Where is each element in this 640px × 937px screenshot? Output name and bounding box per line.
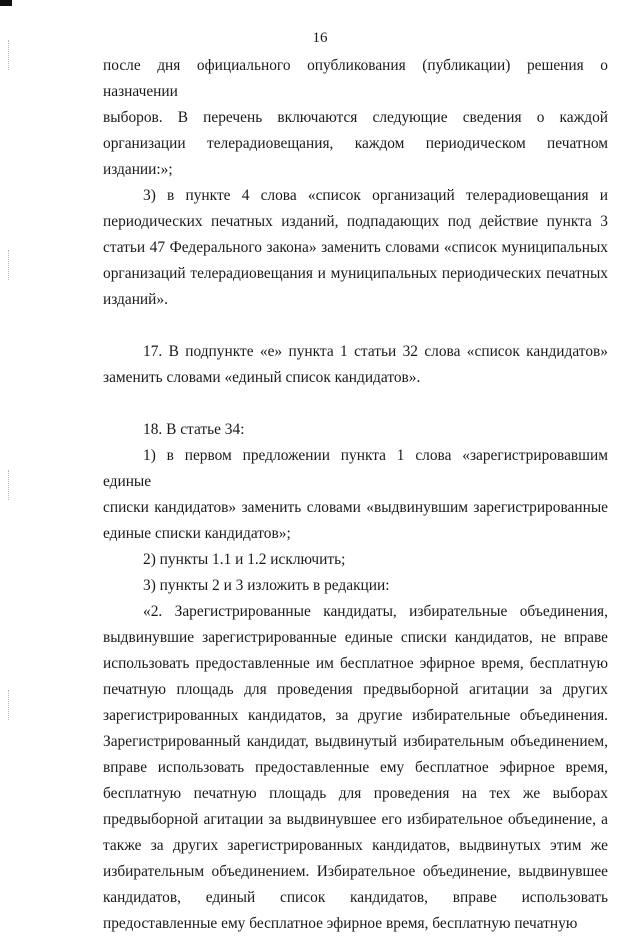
p-item-3 <box>103 183 608 313</box>
text-line: кандидатов, единый список кандидатов, вправе использовать <box>103 889 608 906</box>
text-line: заменить словами «единый список кандидатов». <box>103 369 421 386</box>
text-line: вправе использовать предоставленные ему бесплатное эфирное время, <box>103 759 608 776</box>
p-section-18 <box>103 417 608 443</box>
p-section-17 <box>103 339 608 391</box>
text-line: организации телерадиовещания, каждом периодическом печатном издании:»; <box>103 135 608 178</box>
text-line: организаций телерадиовещания и муниципальных периодических печатных <box>103 265 608 282</box>
text-line: статьи 47 Федерального закона» заменить словами «список муниципальных <box>103 239 608 256</box>
text-line: выборов. В перечень включаются следующие сведения о каждой <box>103 109 608 126</box>
text-line: изданий». <box>103 291 168 308</box>
text-line: выдвинувшие зарегистрированные единые списки кандидатов, не вправе <box>103 629 608 646</box>
text-line: «2. Зарегистрированные кандидаты, избирательные объединения, <box>143 603 608 620</box>
scan-edge-marks <box>8 250 10 280</box>
scan-corner-mark <box>0 0 12 6</box>
text-line: предвыборной агитации за выдвинувшее его избирательное объединение, а <box>103 811 608 828</box>
scan-edge-marks <box>8 470 10 500</box>
text-line: 18. В статье 34: <box>143 421 245 438</box>
p-continuation <box>103 53 608 183</box>
text-line: 3) в пункте 4 слова «список организаций телерадиовещания и <box>143 187 608 204</box>
scan-edge-marks <box>8 690 10 720</box>
text-line: 17. В подпункте «е» пункта 1 статьи 32 слова «список кандидатов» <box>143 343 608 360</box>
text-line: предоставленные ему бесплатное эфирное время, бесплатную печатную <box>103 915 578 932</box>
text-line: также за других зарегистрированных кандидатов, выдвинутых этим же <box>103 837 608 854</box>
text-line: избирательным объединением. Избирательное объединение, выдвинувшее <box>103 863 608 880</box>
text-line: 1) в первом предложении пункта 1 слова «зарегистрировавшим единые <box>103 447 608 490</box>
text-line: использовать предоставленные им бесплатное эфирное время, бесплатную <box>103 655 608 672</box>
p-quote-2 <box>103 599 608 937</box>
text-line: единые списки кандидатов»; <box>103 525 291 542</box>
text-line: после дня официального опубликования (публикации) решения о назначении <box>103 57 608 100</box>
text-line: 2) пункты 1.1 и 1.2 исключить; <box>143 551 346 568</box>
text-line: печатную площадь для проведения предвыборной агитации за других <box>103 681 608 698</box>
text-line: Зарегистрированный кандидат, выдвинутый избирательным объединением, <box>103 733 608 750</box>
text-line: списки кандидатов» заменить словами «выдвинувшим зарегистрированные <box>103 499 608 516</box>
text-line: зарегистрированных кандидатов, за другие избирательные объединения. <box>103 707 608 724</box>
text-line: периодических печатных изданий, подпадающих под действие пункта 3 <box>103 213 608 230</box>
page-number: 16 <box>312 30 328 46</box>
document-body <box>103 53 608 937</box>
text-line: бесплатную печатную площадь для проведения на тех же выборах <box>103 785 608 802</box>
p-s18-item-3 <box>103 573 608 599</box>
p-s18-item-2 <box>103 547 608 573</box>
text-line: 3) пункты 2 и 3 изложить в редакции: <box>143 577 390 594</box>
p-s18-item-1 <box>103 443 608 547</box>
